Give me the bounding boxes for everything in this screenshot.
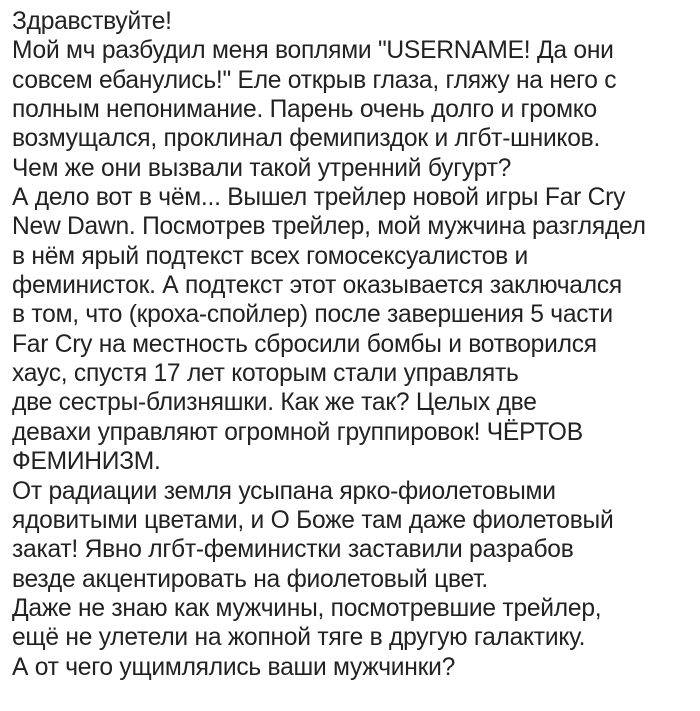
text-line: Мой мч разбудил меня воплями "USERNAME! Да они (12, 37, 614, 65)
text-line: ФЕМИНИЗМ. (12, 448, 161, 476)
text-line: закат! Явно лгбт-феминистки заставили разрабов (12, 536, 574, 564)
text-line: New Dawn. Посмотрев трейлер, мой мужчина разглядел (12, 213, 646, 241)
text-line: возмущался, проклинал фемипиздок и лгбт-шников. (12, 125, 601, 153)
text-line: Far Cry на местность сбросили бомбы и вотворился (12, 330, 597, 358)
text-line: в нём ярый подтекст всех гомосексуалистов и (12, 242, 529, 270)
text-line: две сестры-близняшки. Как же так? Целых две (12, 389, 537, 417)
text-line: в том, что (кроха-спойлер) после завершения 5 части (12, 301, 613, 329)
text-line: девахи управляют огромной группировок! ЧЁРТОВ (12, 418, 583, 446)
text-line: везде акцентировать на фиолетовый цвет. (12, 565, 488, 593)
text-line: А дело вот в чём... Вышел трейлер новой игры Far Cry (12, 184, 626, 212)
text-line: совсем ебанулись!" Еле открыв глаза, гляжу на него с (12, 66, 617, 94)
text-line: А от чего ущимлялись ваши мужчинки? (12, 653, 456, 681)
text-line: полным непонимание. Парень очень долго и громко (12, 96, 597, 124)
text-line: ядовитыми цветами, и О Боже там даже фиолетовый (12, 506, 614, 534)
text-line: Чем же они вызвали такой утренний бугурт? (12, 154, 512, 182)
text-line: Даже не знаю как мужчины, посмотревшие трейлер, (12, 594, 602, 622)
text-line: Здравствуйте! (12, 8, 172, 35)
text-line: ещё не улетели на жопной тяге в другую галактику. (12, 624, 586, 652)
text-line: феминисток. А подтекст этот оказывается заключался (12, 272, 622, 300)
text-line: хаус, спустя 17 лет которым стали управлять (12, 360, 519, 388)
text-line: От радиации земля усыпана ярко-фиолетовыми (12, 477, 556, 505)
